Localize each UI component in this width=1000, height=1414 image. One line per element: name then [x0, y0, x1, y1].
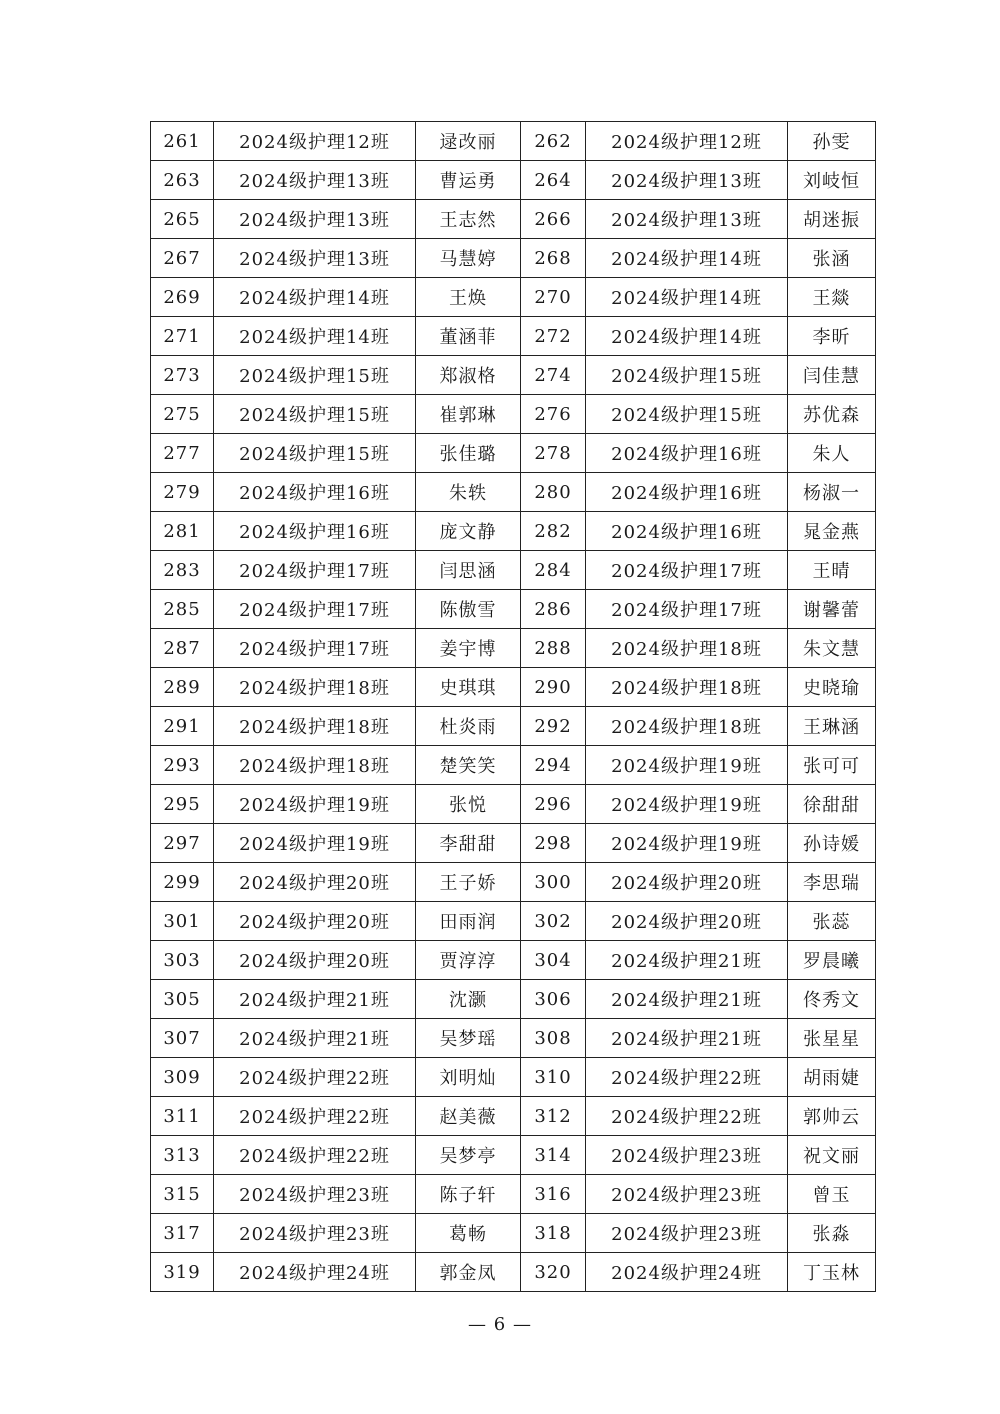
- class-name-cell: 2024级护理23班: [586, 1136, 788, 1175]
- table-row: [151, 590, 876, 629]
- student-number-cell: 272: [521, 317, 586, 356]
- class-name-cell: 2024级护理24班: [586, 1253, 788, 1292]
- student-number-cell: 290: [521, 668, 586, 707]
- table-row: [151, 512, 876, 551]
- class-name-cell: 2024级护理16班: [586, 434, 788, 473]
- class-name-cell: 2024级护理12班: [214, 122, 416, 161]
- student-number-cell: 309: [151, 1058, 214, 1097]
- student-number-cell: 270: [521, 278, 586, 317]
- student-name-cell: 李昕: [788, 317, 876, 356]
- student-name-cell: 罗晨曦: [788, 941, 876, 980]
- student-name-cell: 姜宇博: [416, 629, 521, 668]
- table-row: [151, 122, 876, 161]
- class-name-cell: 2024级护理15班: [214, 395, 416, 434]
- student-name-cell: 葛畅: [416, 1214, 521, 1253]
- class-name-cell: 2024级护理21班: [214, 980, 416, 1019]
- student-number-cell: 274: [521, 356, 586, 395]
- student-name-cell: 楚笑笑: [416, 746, 521, 785]
- student-name-cell: 朱轶: [416, 473, 521, 512]
- class-name-cell: 2024级护理19班: [586, 824, 788, 863]
- student-number-cell: 263: [151, 161, 214, 200]
- class-name-cell: 2024级护理13班: [586, 200, 788, 239]
- student-number-cell: 296: [521, 785, 586, 824]
- student-number-cell: 295: [151, 785, 214, 824]
- student-number-cell: 301: [151, 902, 214, 941]
- student-name-cell: 王晴: [788, 551, 876, 590]
- class-name-cell: 2024级护理16班: [586, 473, 788, 512]
- table-row: [151, 902, 876, 941]
- table-row: [151, 746, 876, 785]
- table-row: [151, 707, 876, 746]
- student-number-cell: 276: [521, 395, 586, 434]
- student-name-cell: 吴梦亭: [416, 1136, 521, 1175]
- table-row: [151, 668, 876, 707]
- table-row: [151, 434, 876, 473]
- student-roster-table: [150, 121, 876, 1292]
- class-name-cell: 2024级护理21班: [586, 1019, 788, 1058]
- class-name-cell: 2024级护理15班: [214, 356, 416, 395]
- student-number-cell: 312: [521, 1097, 586, 1136]
- table-row: [151, 1136, 876, 1175]
- student-name-cell: 张星星: [788, 1019, 876, 1058]
- student-name-cell: 胡雨婕: [788, 1058, 876, 1097]
- student-name-cell: 庞文静: [416, 512, 521, 551]
- class-name-cell: 2024级护理22班: [586, 1097, 788, 1136]
- table-row: [151, 1097, 876, 1136]
- class-name-cell: 2024级护理23班: [214, 1214, 416, 1253]
- student-name-cell: 赵美薇: [416, 1097, 521, 1136]
- class-name-cell: 2024级护理20班: [214, 863, 416, 902]
- table-row: [151, 1214, 876, 1253]
- student-number-cell: 264: [521, 161, 586, 200]
- class-name-cell: 2024级护理17班: [586, 551, 788, 590]
- student-name-cell: 刘明灿: [416, 1058, 521, 1097]
- student-name-cell: 马慧婷: [416, 239, 521, 278]
- table-row: [151, 395, 876, 434]
- class-name-cell: 2024级护理19班: [214, 824, 416, 863]
- student-name-cell: 晁金燕: [788, 512, 876, 551]
- student-number-cell: 305: [151, 980, 214, 1019]
- student-name-cell: 陈傲雪: [416, 590, 521, 629]
- student-number-cell: 288: [521, 629, 586, 668]
- student-number-cell: 302: [521, 902, 586, 941]
- student-number-cell: 300: [521, 863, 586, 902]
- student-number-cell: 279: [151, 473, 214, 512]
- student-name-cell: 史琪琪: [416, 668, 521, 707]
- table-row: [151, 278, 876, 317]
- class-name-cell: 2024级护理20班: [214, 902, 416, 941]
- class-name-cell: 2024级护理17班: [214, 551, 416, 590]
- student-number-cell: 285: [151, 590, 214, 629]
- student-name-cell: 董涵菲: [416, 317, 521, 356]
- student-number-cell: 267: [151, 239, 214, 278]
- class-name-cell: 2024级护理14班: [586, 317, 788, 356]
- student-number-cell: 310: [521, 1058, 586, 1097]
- student-name-cell: 杜炎雨: [416, 707, 521, 746]
- student-number-cell: 280: [521, 473, 586, 512]
- table-row: [151, 200, 876, 239]
- student-number-cell: 275: [151, 395, 214, 434]
- class-name-cell: 2024级护理13班: [214, 161, 416, 200]
- student-name-cell: 沈灏: [416, 980, 521, 1019]
- student-number-cell: 283: [151, 551, 214, 590]
- class-name-cell: 2024级护理23班: [586, 1214, 788, 1253]
- class-name-cell: 2024级护理22班: [214, 1097, 416, 1136]
- class-name-cell: 2024级护理15班: [214, 434, 416, 473]
- table-row: [151, 317, 876, 356]
- student-name-cell: 徐甜甜: [788, 785, 876, 824]
- class-name-cell: 2024级护理19班: [586, 746, 788, 785]
- class-name-cell: 2024级护理16班: [214, 512, 416, 551]
- class-name-cell: 2024级护理20班: [586, 902, 788, 941]
- student-name-cell: 闫佳慧: [788, 356, 876, 395]
- class-name-cell: 2024级护理22班: [214, 1058, 416, 1097]
- student-number-cell: 271: [151, 317, 214, 356]
- student-name-cell: 刘岐恒: [788, 161, 876, 200]
- student-number-cell: 313: [151, 1136, 214, 1175]
- class-name-cell: 2024级护理18班: [586, 629, 788, 668]
- student-number-cell: 277: [151, 434, 214, 473]
- student-name-cell: 王志然: [416, 200, 521, 239]
- table-row: [151, 473, 876, 512]
- table-row: [151, 161, 876, 200]
- student-number-cell: 292: [521, 707, 586, 746]
- class-name-cell: 2024级护理24班: [214, 1253, 416, 1292]
- table-row: [151, 1019, 876, 1058]
- student-number-cell: 289: [151, 668, 214, 707]
- student-name-cell: 王焕: [416, 278, 521, 317]
- student-number-cell: 262: [521, 122, 586, 161]
- student-number-cell: 299: [151, 863, 214, 902]
- student-name-cell: 王琳涵: [788, 707, 876, 746]
- student-name-cell: 逯改丽: [416, 122, 521, 161]
- student-number-cell: 315: [151, 1175, 214, 1214]
- table-row: [151, 1253, 876, 1292]
- student-number-cell: 316: [521, 1175, 586, 1214]
- student-name-cell: 王燚: [788, 278, 876, 317]
- class-name-cell: 2024级护理18班: [586, 668, 788, 707]
- student-name-cell: 张涵: [788, 239, 876, 278]
- student-name-cell: 田雨润: [416, 902, 521, 941]
- student-number-cell: 287: [151, 629, 214, 668]
- class-name-cell: 2024级护理23班: [586, 1175, 788, 1214]
- table-row: [151, 941, 876, 980]
- student-name-cell: 朱人: [788, 434, 876, 473]
- class-name-cell: 2024级护理14班: [586, 278, 788, 317]
- student-number-cell: 294: [521, 746, 586, 785]
- class-name-cell: 2024级护理18班: [214, 707, 416, 746]
- student-number-cell: 308: [521, 1019, 586, 1058]
- class-name-cell: 2024级护理18班: [214, 746, 416, 785]
- student-number-cell: 266: [521, 200, 586, 239]
- student-name-cell: 杨淑一: [788, 473, 876, 512]
- class-name-cell: 2024级护理20班: [214, 941, 416, 980]
- student-number-cell: 307: [151, 1019, 214, 1058]
- student-name-cell: 吴梦瑶: [416, 1019, 521, 1058]
- table-row: [151, 1058, 876, 1097]
- class-name-cell: 2024级护理14班: [214, 317, 416, 356]
- table-row: [151, 863, 876, 902]
- student-name-cell: 胡迷振: [788, 200, 876, 239]
- class-name-cell: 2024级护理19班: [214, 785, 416, 824]
- class-name-cell: 2024级护理14班: [586, 239, 788, 278]
- student-name-cell: 张淼: [788, 1214, 876, 1253]
- class-name-cell: 2024级护理17班: [214, 590, 416, 629]
- student-number-cell: 268: [521, 239, 586, 278]
- student-number-cell: 286: [521, 590, 586, 629]
- student-name-cell: 丁玉林: [788, 1253, 876, 1292]
- student-name-cell: 张可可: [788, 746, 876, 785]
- student-name-cell: 崔郭琳: [416, 395, 521, 434]
- student-name-cell: 郭金凤: [416, 1253, 521, 1292]
- student-name-cell: 苏优森: [788, 395, 876, 434]
- table-row: [151, 785, 876, 824]
- student-number-cell: 284: [521, 551, 586, 590]
- class-name-cell: 2024级护理23班: [214, 1175, 416, 1214]
- student-number-cell: 317: [151, 1214, 214, 1253]
- student-name-cell: 曾玉: [788, 1175, 876, 1214]
- class-name-cell: 2024级护理21班: [586, 980, 788, 1019]
- class-name-cell: 2024级护理21班: [586, 941, 788, 980]
- class-name-cell: 2024级护理22班: [214, 1136, 416, 1175]
- class-name-cell: 2024级护理16班: [586, 512, 788, 551]
- student-number-cell: 303: [151, 941, 214, 980]
- student-number-cell: 298: [521, 824, 586, 863]
- table-row: [151, 551, 876, 590]
- student-name-cell: 孙雯: [788, 122, 876, 161]
- student-number-cell: 261: [151, 122, 214, 161]
- page-number: — 6 —: [468, 1314, 532, 1335]
- class-name-cell: 2024级护理13班: [214, 200, 416, 239]
- student-name-cell: 孙诗媛: [788, 824, 876, 863]
- class-name-cell: 2024级护理15班: [586, 356, 788, 395]
- student-number-cell: 278: [521, 434, 586, 473]
- student-number-cell: 304: [521, 941, 586, 980]
- class-name-cell: 2024级护理13班: [586, 161, 788, 200]
- table-row: [151, 1175, 876, 1214]
- class-name-cell: 2024级护理12班: [586, 122, 788, 161]
- class-name-cell: 2024级护理15班: [586, 395, 788, 434]
- table-row: [151, 980, 876, 1019]
- student-name-cell: 朱文慧: [788, 629, 876, 668]
- table-row: [151, 239, 876, 278]
- student-name-cell: 王子娇: [416, 863, 521, 902]
- student-name-cell: 祝文丽: [788, 1136, 876, 1175]
- student-number-cell: 314: [521, 1136, 586, 1175]
- class-name-cell: 2024级护理14班: [214, 278, 416, 317]
- class-name-cell: 2024级护理17班: [586, 590, 788, 629]
- class-name-cell: 2024级护理21班: [214, 1019, 416, 1058]
- table-row: [151, 629, 876, 668]
- student-name-cell: 张悦: [416, 785, 521, 824]
- class-name-cell: 2024级护理19班: [586, 785, 788, 824]
- student-name-cell: 郑淑格: [416, 356, 521, 395]
- table-row: [151, 356, 876, 395]
- student-name-cell: 佟秀文: [788, 980, 876, 1019]
- class-name-cell: 2024级护理13班: [214, 239, 416, 278]
- student-name-cell: 陈子轩: [416, 1175, 521, 1214]
- student-name-cell: 郭帅云: [788, 1097, 876, 1136]
- student-name-cell: 李甜甜: [416, 824, 521, 863]
- class-name-cell: 2024级护理17班: [214, 629, 416, 668]
- class-name-cell: 2024级护理22班: [586, 1058, 788, 1097]
- student-name-cell: 张蕊: [788, 902, 876, 941]
- student-name-cell: 贾淳淳: [416, 941, 521, 980]
- class-name-cell: 2024级护理16班: [214, 473, 416, 512]
- student-name-cell: 曹运勇: [416, 161, 521, 200]
- student-name-cell: 李思瑞: [788, 863, 876, 902]
- student-number-cell: 269: [151, 278, 214, 317]
- roster-table-body: [151, 122, 876, 1292]
- student-number-cell: 282: [521, 512, 586, 551]
- class-name-cell: 2024级护理18班: [586, 707, 788, 746]
- student-number-cell: 297: [151, 824, 214, 863]
- class-name-cell: 2024级护理18班: [214, 668, 416, 707]
- student-name-cell: 闫思涵: [416, 551, 521, 590]
- student-number-cell: 318: [521, 1214, 586, 1253]
- class-name-cell: 2024级护理20班: [586, 863, 788, 902]
- student-name-cell: 张佳璐: [416, 434, 521, 473]
- student-number-cell: 306: [521, 980, 586, 1019]
- student-number-cell: 320: [521, 1253, 586, 1292]
- student-number-cell: 281: [151, 512, 214, 551]
- student-number-cell: 273: [151, 356, 214, 395]
- student-number-cell: 291: [151, 707, 214, 746]
- student-number-cell: 311: [151, 1097, 214, 1136]
- student-number-cell: 319: [151, 1253, 214, 1292]
- student-name-cell: 谢馨蕾: [788, 590, 876, 629]
- student-name-cell: 史晓瑜: [788, 668, 876, 707]
- student-number-cell: 293: [151, 746, 214, 785]
- table-row: [151, 824, 876, 863]
- student-number-cell: 265: [151, 200, 214, 239]
